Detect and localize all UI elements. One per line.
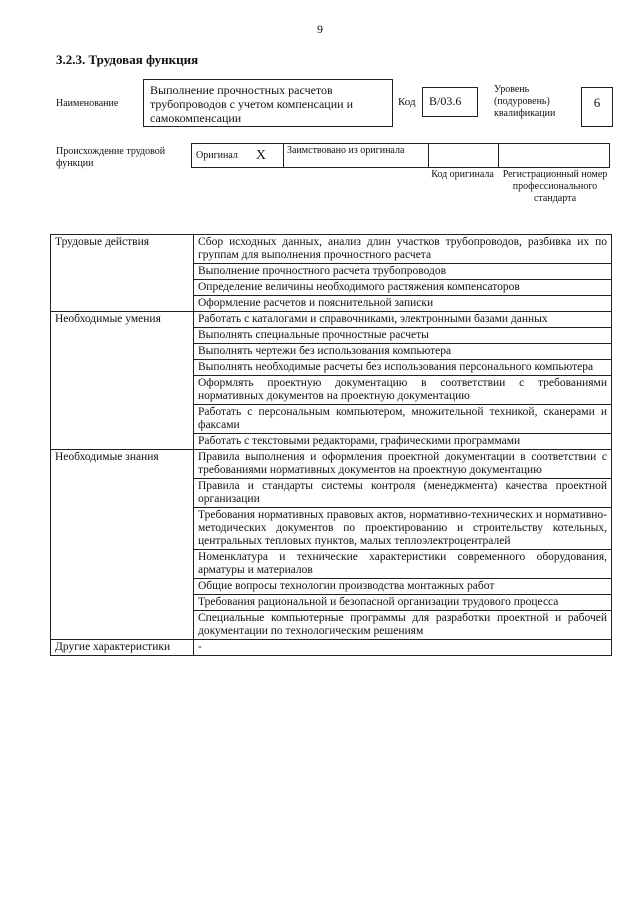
item-cell: Работать с персональным компьютером, множительной техникой, сканерами и факсами bbox=[194, 405, 612, 434]
original-label: Оригинал bbox=[196, 150, 238, 161]
main-table bbox=[50, 234, 612, 656]
origin-original-cell bbox=[191, 143, 284, 168]
item-cell: Работать с каталогами и справочниками, электронными базами данных bbox=[194, 312, 612, 328]
code-label: Код bbox=[398, 96, 416, 108]
item-cell: Специальные компьютерные программы для разработки проектной и рабочей документации по технологическим решениям bbox=[194, 611, 612, 640]
origin-borrowed-cell: Заимствовано из оригинала bbox=[283, 143, 429, 168]
item-cell: Выполнение прочностного расчета трубопроводов bbox=[194, 264, 612, 280]
item-cell: Правила и стандарты системы контроля (менеджмента) качества проектной организации bbox=[194, 479, 612, 508]
item-cell: - bbox=[194, 640, 612, 656]
name-label: Наименование bbox=[56, 98, 119, 109]
code-caption: Код оригинала bbox=[431, 169, 494, 180]
code-box: В/03.6 bbox=[422, 87, 478, 117]
item-cell: Выполнять специальные прочностные расчеты bbox=[194, 328, 612, 344]
category-cell: Другие характеристики bbox=[51, 640, 194, 656]
category-cell: Необходимые знания bbox=[51, 450, 194, 640]
item-cell: Работать с текстовыми редакторами, графическими программами bbox=[194, 434, 612, 450]
original-mark: X bbox=[255, 147, 267, 163]
item-cell: Определение величины необходимого растяжения компенсаторов bbox=[194, 280, 612, 296]
item-cell: Выполнять необходимые расчеты без использования персонального компьютера bbox=[194, 360, 612, 376]
table-row bbox=[51, 312, 612, 328]
category-cell: Трудовые действия bbox=[51, 235, 194, 312]
function-name-box: Выполнение прочностных расчетов трубопроводов с учетом компенсации и самокомпенсации bbox=[143, 79, 393, 127]
item-cell: Требования нормативных правовых актов, нормативно-технических и нормативно-методических документов по проектированию и строительству котельных, центральных тепловых пунктов, малых теплоэлектроцентралей bbox=[194, 508, 612, 550]
item-cell: Требования рациональной и безопасной организации трудового процесса bbox=[194, 595, 612, 611]
reg-caption: Регистрационный номер профессионального стандарта bbox=[502, 169, 608, 204]
item-cell: Оформлять проектную документацию в соответствии с требованиями нормативных документов на проектную документацию bbox=[194, 376, 612, 405]
level-box: 6 bbox=[581, 87, 613, 127]
item-cell: Выполнять чертежи без использования компьютера bbox=[194, 344, 612, 360]
item-cell: Правила выполнения и оформления проектной документации в соответствии с требованиями нормативных документов на проектную документацию bbox=[194, 450, 612, 479]
page-number: 9 bbox=[317, 22, 323, 36]
origin-code-cell bbox=[428, 143, 499, 168]
item-cell: Номенклатура и технические характеристики современного оборудования, арматуры и материалов bbox=[194, 550, 612, 579]
table-row bbox=[51, 450, 612, 479]
category-cell: Необходимые умения bbox=[51, 312, 194, 450]
item-cell: Оформление расчетов и пояснительной записки bbox=[194, 296, 612, 312]
level-label: Уровень (подуровень) квалификации bbox=[494, 84, 556, 119]
origin-label: Происхождение трудовой функции bbox=[56, 146, 166, 169]
item-cell: Общие вопросы технологии производства монтажных работ bbox=[194, 579, 612, 595]
origin-table bbox=[192, 143, 612, 168]
section-title: 3.2.3. Трудовая функция bbox=[56, 52, 199, 67]
table-row bbox=[51, 640, 612, 656]
table-row bbox=[51, 235, 612, 264]
origin-reg-cell bbox=[498, 143, 610, 168]
item-cell: Сбор исходных данных, анализ длин участков трубопроводов, разбивка их по группам для выполнения прочностного расчета bbox=[194, 235, 612, 264]
